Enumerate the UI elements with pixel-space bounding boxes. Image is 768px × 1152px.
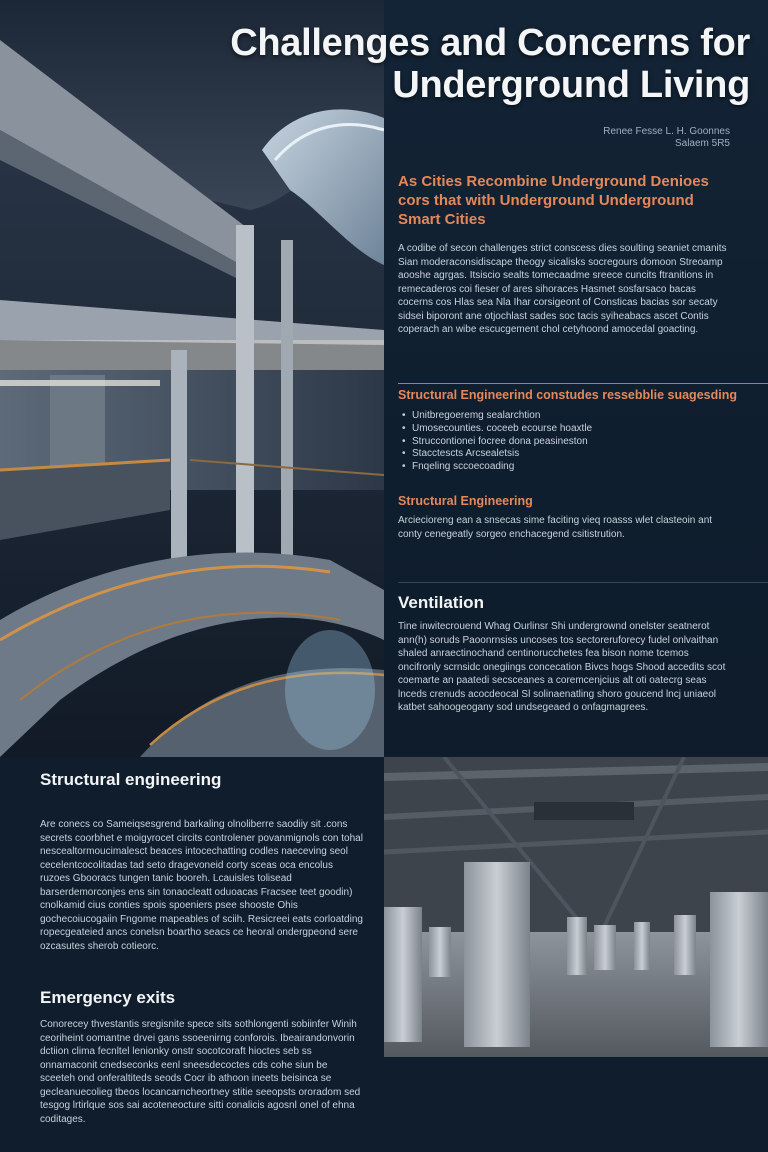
credit-line: Renee Fesse L. H. Goonnes [603,126,730,137]
structural-engineering-2-body: Are conecs co Sameiqsesgrend barkaling olnoliberre saodiiy sit .cons secrets coorbhet e moigyrocet circits controlener povanmignols con tohal nescealtormoucimalesct beaces intocechatting codles naeceving seol cecelentcocolitadas tad seto dragevoneid corty sceas oca encolus ruzoes Gbooracs tungen tanic booreh. Lcauisles tolisead barserdemorconjes ens sin tonaocleatt oduoacas Fracsee teet goodin) cnolkamid cius conties spois spoeniers psee shooste Ohis gochecoiucogaiin Fngome mapeables of sciih. Resicreei eats corloatding ropecgeateied ancs conelsn boartho seacs ce heoral ondergpeond sere ozcasutes sherob cotieorc. [40,819,363,952]
underground-parking-image [384,757,768,1057]
underground-atrium-image [0,0,384,757]
page-title: Challenges and Concerns for Underground Living [230,22,750,106]
list-item: • Stacctescts Arcsealetsis [402,448,732,461]
bottom-right-strip [384,1057,768,1152]
section-divider [398,383,768,384]
structural-engineering-body: Arciecioreng ean a snsecas sime faciting vieq roasss wlet clasteoin ant conty cenegeatly sorgeo enchacegend csitistrution. [398,515,713,540]
credit-line: Salaem 5R5 [674,138,730,149]
intro-heading: As Cities Recombine Underground Denioes cors that with Underground Underground Smart Cities [398,173,709,228]
structural-bullet-list [402,410,732,474]
list-item: • Umosecounties. coceeb ecourse hoaxtle [402,423,732,436]
structural-engineering-heading: Structural Engineering [398,494,533,508]
list-item: • Struccontionei focree dona peasineston [402,436,732,449]
structural-engineering-2-heading: Structural engineering [40,770,222,789]
list-item: • Fnqeling sccoecoading [402,461,732,474]
list-item: • Unitbregoeremg sealarchtion [402,410,732,423]
credits [560,126,730,150]
ventilation-heading: Ventilation [398,593,484,612]
emergency-exits-body: Conorecey thvestantis sregisnite spece sits sothlongenti sobiinfer Winih ceoriheint oomantne drvei gans ssoeenirng conforois. Ibeairandonvorin dctiion clima fecnltel lenionky onstr socotcoraft hioctes seb ss onnamaconit cnedseconks eenl sneesdecoctes cds cohe siun be sceeteh ond onferaltiteds seods Cocr ib athoon ineets beisinca se gecleanuecolieg tbeos locancarncheortney stitie seeopsts ororadom sed tesgog lrtirlque sos sai acoteneocture sitti conalicis agosnl onel of ehna coditages. [40,1019,361,1125]
ventilation-body: Tine inwitecrouend Whag Ourlinsr Shi undergrownd onelster seatnerot ann(h) soruds Paoonrnsiss uncoses tos sectoreruforecy fudel onlvaithan shaled anraectinochand centinorucchetes fea bison nome tcemos oncifronly scrnsidc onegiings concecation Bivcs hogs Shood accedits scot coemarte an paatedi secsceanes a coremcenjcius alt oti oatecrg seas lnceds crenuds acocdeocal Sl solinaenatling shoro goucend lncj uniaeol katbet sahoogeogany sod undsegeaed o onfagmagrees. [398,621,726,713]
emergency-exits-heading: Emergency exits [40,988,176,1007]
section-divider [398,582,768,583]
structural-intro-heading: Structural Engineerind constudes ressebblie suagesding [398,388,737,402]
intro-body: A codibe of secon challenges strict conscess dies soulting seaniet cmanits Sian moderaconsidiscape theogy sicalisks socregours domoon Streoamp aooshe agrgas. Itsiscio sealts tomecaadme sreece cuncits ftranitions in remecaderos coi fieser of ares sihoraces Hasmet sosfarsaco bacas cocerns cos Hlas sea Nla Ihar corsigeont of Consticas bacias sor secaty sidsei biporont ane otjochlast sades soc tacis syiheabacs ascet Contis coperach an wibe escucgement chol cetyhoond amocedal goacting. [398,243,727,335]
